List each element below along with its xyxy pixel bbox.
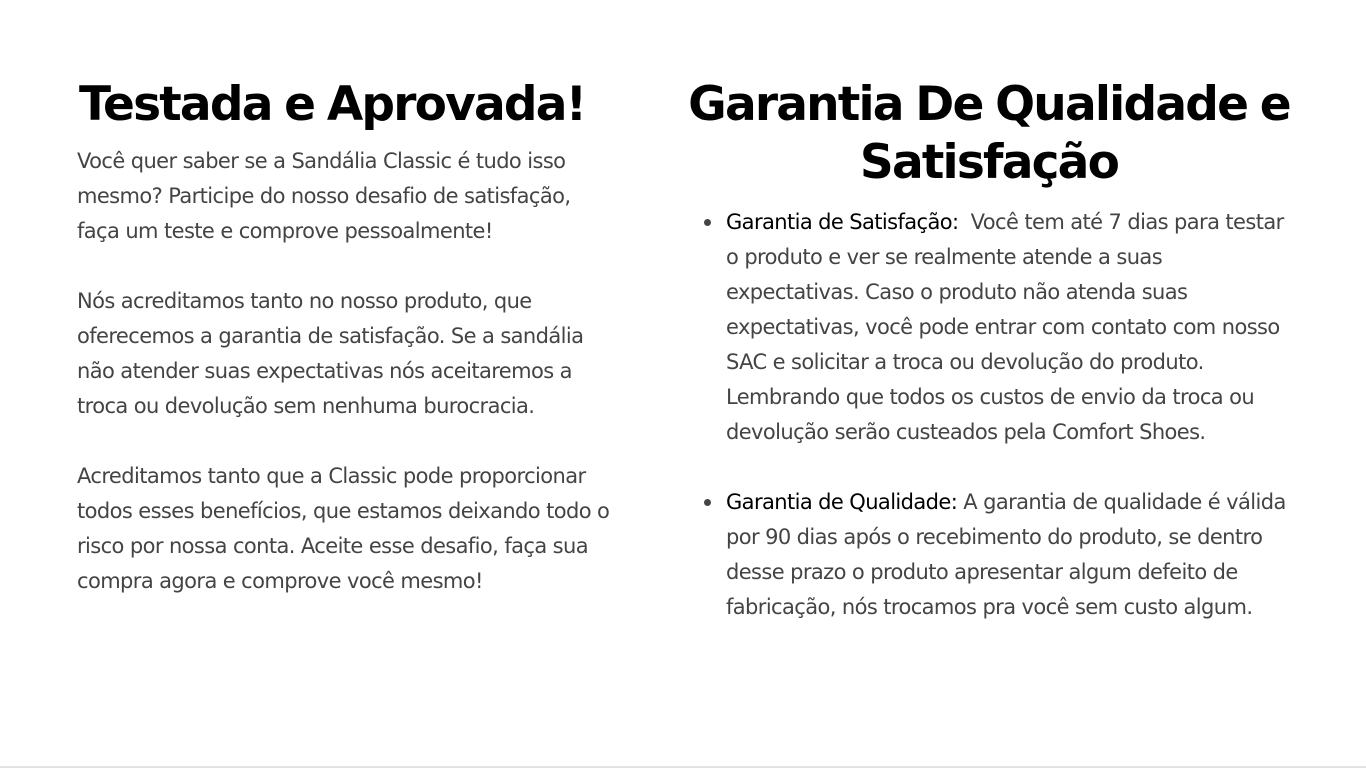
quality-guarantee-term: Garantia de Qualidade:: [726, 490, 958, 514]
satisfaction-guarantee-term: Garantia de Satisfação:: [726, 210, 959, 234]
belief-paragraph: Nós acreditamos tanto no nosso produto, que oferecemos a garantia de satisfação. Se a sandália não atender suas expectativas nós aceitaremos a troca ou devolução sem nenhuma burocracia.: [77, 289, 584, 418]
tested-approved-title: Testada e Aprovada!: [79, 77, 586, 132]
list-item-satisfaction-guarantee: [680, 205, 1298, 450]
bullet-icon: [704, 499, 711, 506]
satisfaction-guarantee-text: Você tem até 7 dias para testar o produto e ver se realmente atende a suas expectativas. Caso o produto não atenda suas expectativas, você pode entrar com contato com nosso SAC e solicitar a troca ou devolução do produto. Lembrando que todos os custos de envio da troca ou devolução serão custeados pela Comfort Shoes.: [726, 210, 1290, 444]
tested-approved-column: [77, 76, 612, 599]
risk-paragraph: Acreditamos tanto que a Classic pode proporcionar todos esses benefícios, que estamos deixando todo o risco por nossa conta. Aceite esse desafio, faça sua compra agora e comprove você mesmo!: [77, 464, 610, 593]
guarantee-list: [680, 205, 1298, 625]
list-item-quality-guarantee: [680, 485, 1298, 625]
challenge-paragraph: Você quer saber se a Sandália Classic é tudo isso mesmo? Participe do nosso desafio de satisfação, faça um teste e comprove pessoalmente!: [77, 149, 571, 243]
quality-guarantee-text: A garantia de qualidade é válida por 90 dias após o recebimento do produto, se dentro desse prazo o produto apresentar algum defeito de fabricação, nós trocamos pra você sem custo algum.: [726, 490, 1292, 619]
quality-satisfaction-title: Garantia De Qualidade e Satisfação: [688, 77, 1290, 190]
quality-satisfaction-column: [680, 76, 1298, 660]
bullet-icon: [704, 219, 711, 226]
